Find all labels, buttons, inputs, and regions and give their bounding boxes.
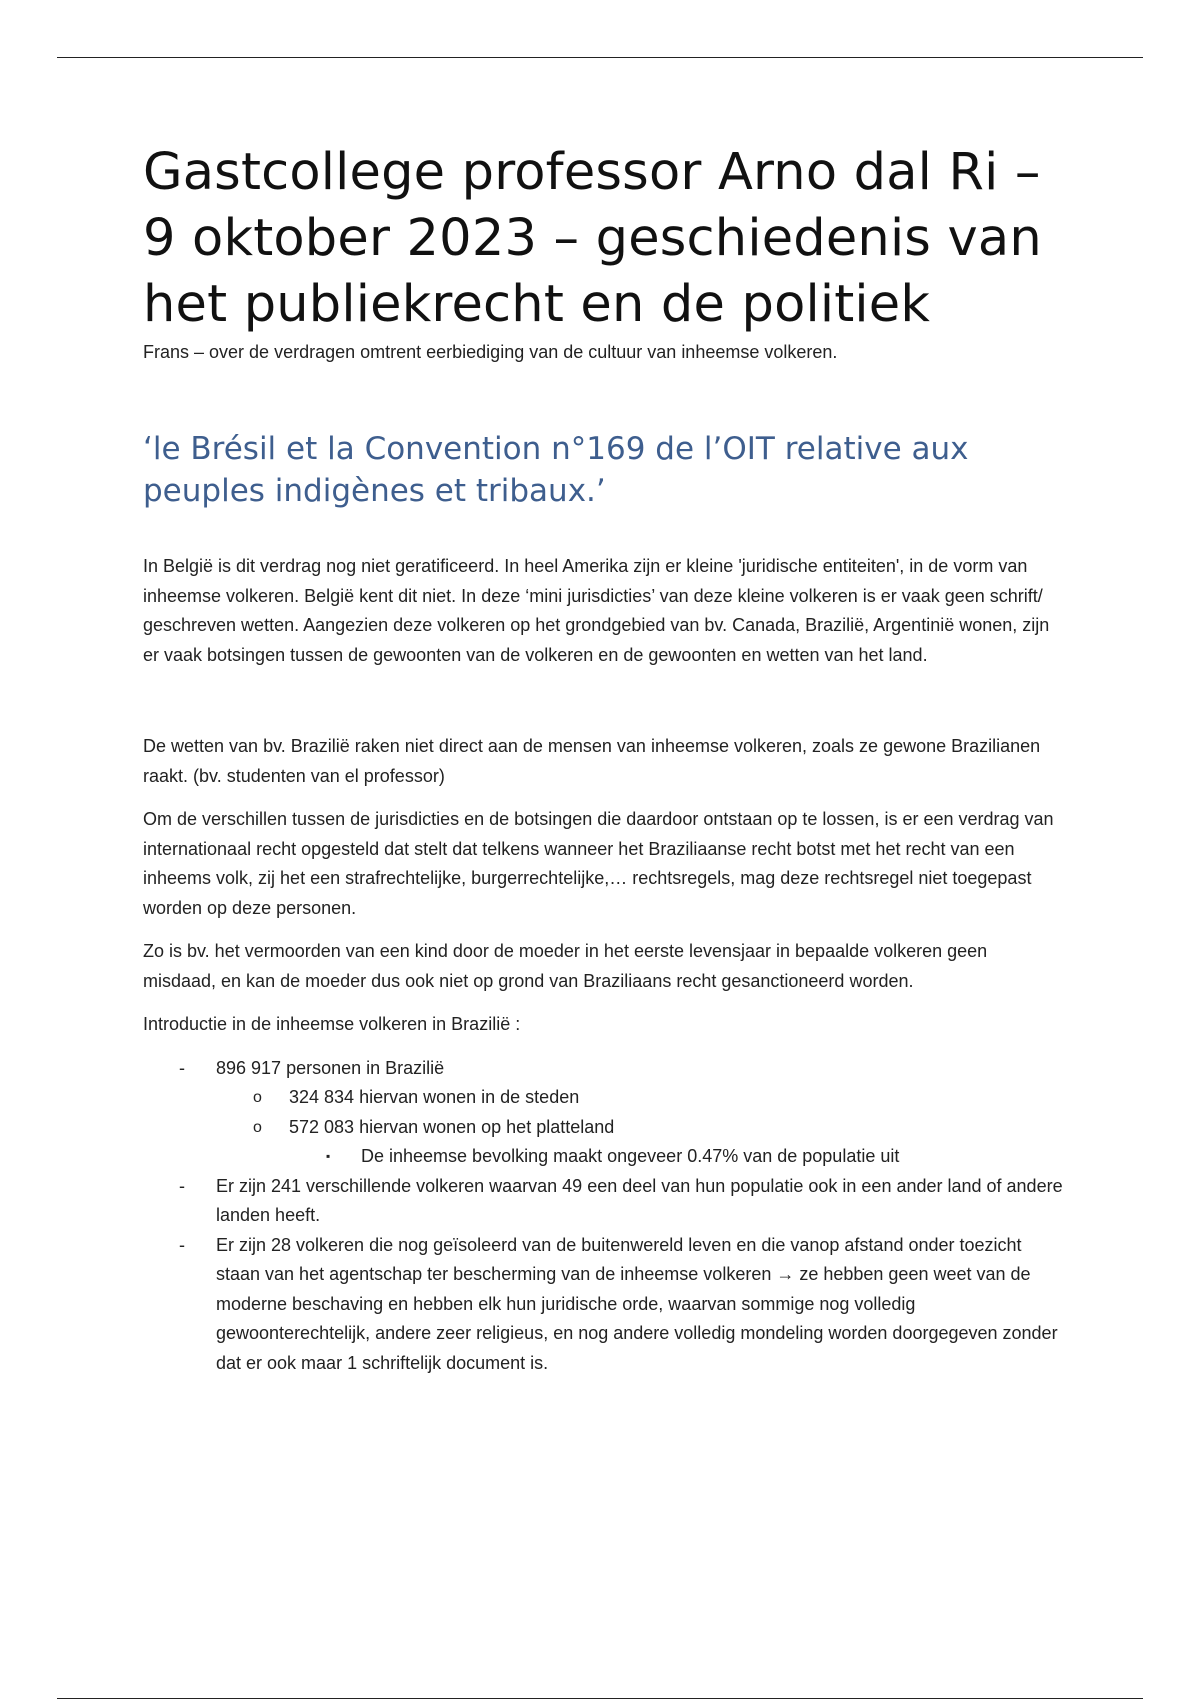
list-item-text: Er zijn 241 verschillende volkeren waarvan 49 een deel van hun populatie ook in een ander land of andere landen heeft. bbox=[216, 1175, 1063, 1225]
paragraph: De wetten van bv. Brazilië raken niet direct aan de mensen van inheemse volkeren, zoals ze gewone Brazilianen raakt. (bv. studenten van el professor) bbox=[143, 736, 1041, 786]
list-item-text: Er zijn 28 volkeren die nog geïsoleerd van de buitenwereld leven en die vanop afstand onder toezicht staan van het agentschap ter bescherming van de inheemse volkeren → ze hebben geen weet van de moderne beschaving en hebben elk hun juridische orde, waarvan sommige nog volledig gewoonterechtelijk, andere zeer religieus, en nog andere volledig mondeling worden doorgegeven zonder dat er ook maar 1 schriftelijk document is. bbox=[216, 1234, 1058, 1373]
header-rule bbox=[57, 57, 1143, 58]
paragraph: Zo is bv. het vermoorden van een kind door de moeder in het eerste levensjaar in bepaalde volkeren geen misdaad, en kan de moeder dus ook niet op grond van Braziliaans recht gesanctioneerd worden. bbox=[143, 941, 988, 991]
section-heading: ‘le Brésil et la Convention n°169 de l’OIT relative aux peuples indigènes et tribaux.’ bbox=[143, 431, 969, 509]
list-item bbox=[143, 1083, 1063, 1113]
dash-bullet-icon: - bbox=[179, 1057, 185, 1078]
paragraph: In België is dit verdrag nog niet geratificeerd. In heel Amerika zijn er kleine 'juridische entiteiten', in de vorm van inheemse volkeren. België kent dit niet. In deze ‘mini jurisdicties’ van deze kleine volkeren is er vaak geen schrift/ geschreven wetten. Aangezien deze volkeren op het grondgebied van bv. Canada, Brazilië, Argentinië wonen, zijn er vaak botsingen tussen de gewoonten van de volkeren en de gewoonten en wetten van het land. bbox=[143, 556, 1050, 665]
paragraph: Introductie in de inheemse volkeren in Brazilië : bbox=[143, 1014, 521, 1034]
document-body bbox=[143, 140, 1063, 1378]
document-subtitle: Frans – over de verdragen omtrent eerbiediging van de cultuur van inheemse volkeren. bbox=[143, 342, 838, 362]
list-item-text: 572 083 hiervan wonen op het platteland bbox=[289, 1116, 615, 1137]
dash-bullet-icon: - bbox=[179, 1175, 185, 1196]
footer-rule bbox=[57, 1698, 1143, 1699]
dash-bullet-icon: - bbox=[179, 1234, 185, 1255]
circle-bullet-icon: o bbox=[253, 1089, 262, 1106]
list-item bbox=[143, 1172, 1063, 1231]
list-item-text: 896 917 personen in Brazilië bbox=[216, 1057, 445, 1078]
list-item bbox=[143, 1142, 1063, 1172]
list-item bbox=[143, 1231, 1063, 1379]
bullet-list bbox=[143, 1054, 1063, 1379]
list-item-text: De inheemse bevolking maakt ongeveer 0.47% van de populatie uit bbox=[361, 1146, 900, 1166]
document-title: Gastcollege professor Arno dal Ri – 9 oktober 2023 – geschiedenis van het publiekrecht en de politiek bbox=[143, 143, 1042, 334]
list-item bbox=[143, 1054, 1063, 1084]
paragraph: Om de verschillen tussen de jurisdicties en de botsingen die daardoor ontstaan op te lossen, is er een verdrag van internationaal recht opgesteld dat stelt dat telkens wanneer het Braziliaanse recht botst met het recht van een inheems volk, zij het een strafrechtelijke, burgerrechtelijke,… rechtsregels, mag deze rechtsregel niet toegepast worden op deze personen. bbox=[143, 809, 1054, 918]
list-item bbox=[143, 1113, 1063, 1143]
square-bullet-icon: ▪ bbox=[326, 1149, 331, 1163]
list-item-text: 324 834 hiervan wonen in de steden bbox=[289, 1087, 580, 1107]
circle-bullet-icon: o bbox=[253, 1118, 262, 1136]
